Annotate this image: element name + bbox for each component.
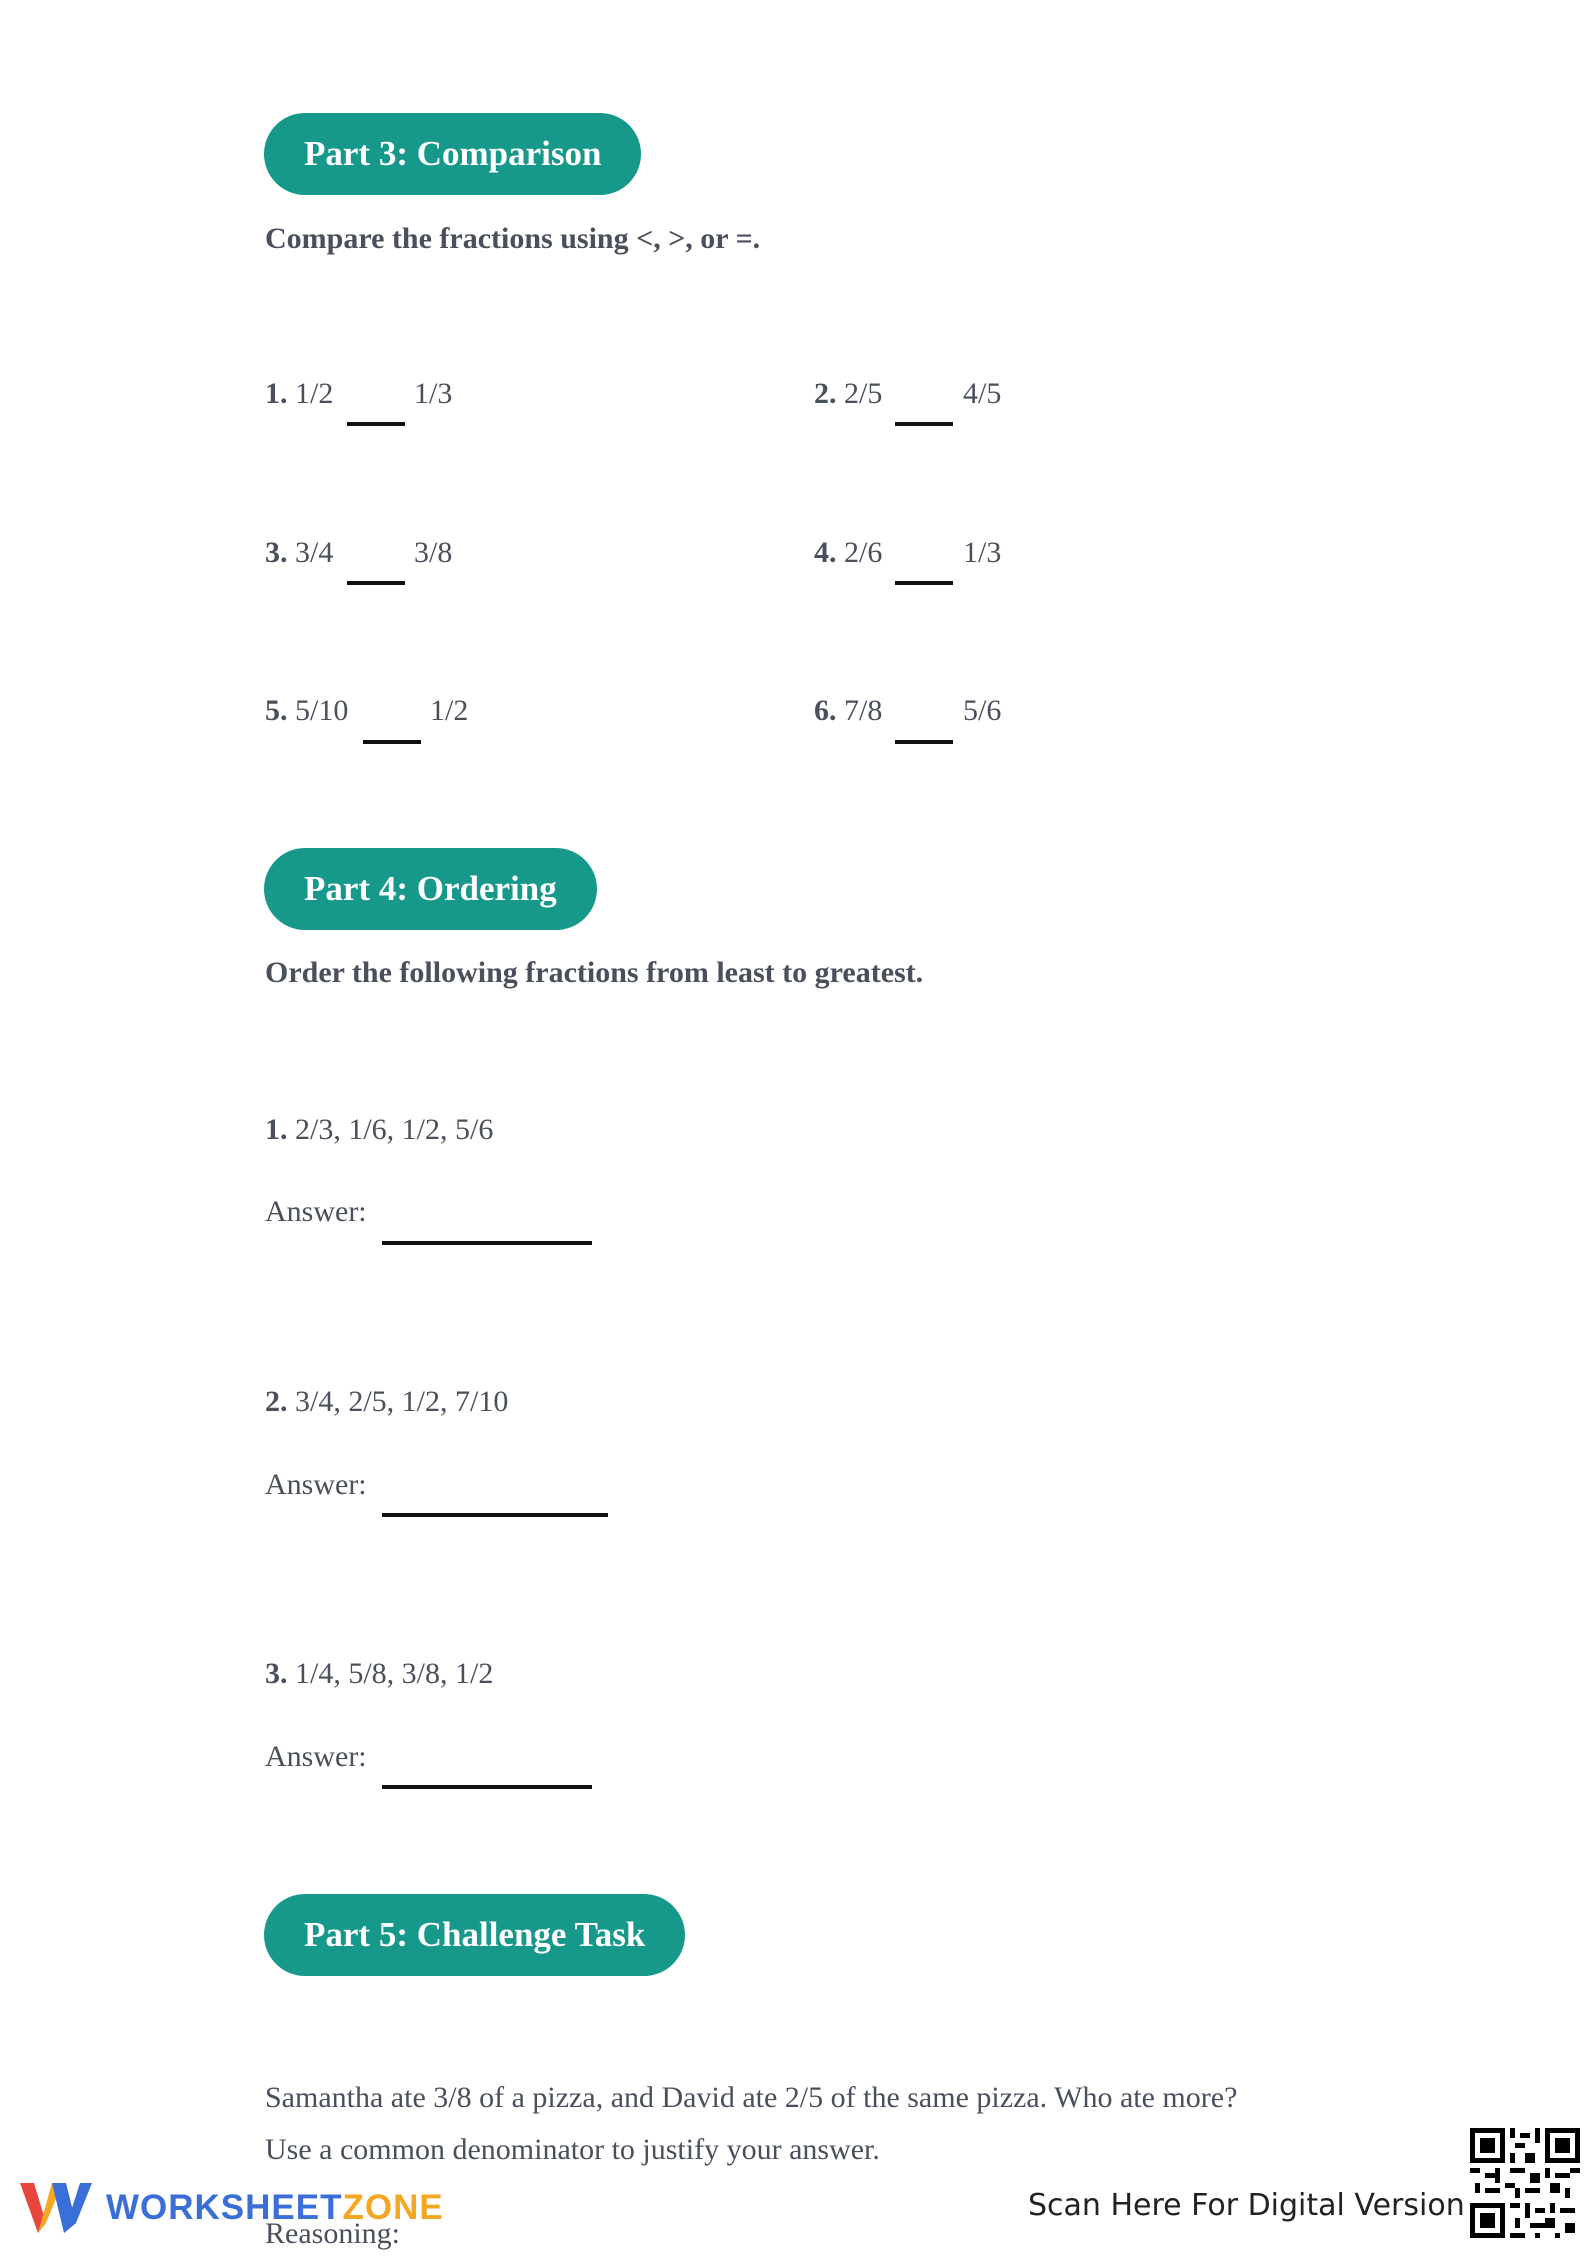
comparison-blank-2[interactable]: [895, 422, 953, 426]
reasoning-label: Reasoning:: [265, 2217, 400, 2250]
qr-code-icon[interactable]: [1470, 2128, 1580, 2238]
worksheetzone-logo: [18, 2178, 444, 2238]
left-fraction: 2/6: [844, 536, 883, 569]
item-number: 5.: [265, 694, 288, 727]
part4-header: Part 4: Ordering: [264, 848, 597, 930]
answer-blank-1[interactable]: [382, 1241, 592, 1245]
comparison-item-3: [265, 536, 333, 570]
comparison-blank-4[interactable]: [895, 581, 953, 585]
item-number: 1.: [265, 1113, 288, 1146]
answer-label-2: Answer:: [265, 1468, 367, 1501]
right-fraction-4: 1/3: [963, 536, 1002, 569]
part3-header: Part 3: Comparison: [264, 113, 641, 195]
comparison-item-1: [265, 377, 333, 411]
right-fraction-6: 5/6: [963, 694, 1002, 727]
part4-instruction: Order the following fractions from least to greatest.: [265, 956, 924, 989]
logo-text-worksheet: WORKSHEET: [106, 2188, 343, 2227]
item-number: 3.: [265, 1657, 288, 1690]
left-fraction: 3/4: [295, 536, 334, 569]
challenge-text-line1: Samantha ate 3/8 of a pizza, and David ate 2/5 of the same pizza. Who ate more?: [265, 2081, 1238, 2114]
fraction-list: 3/4, 2/5, 1/2, 7/10: [295, 1385, 509, 1418]
answer-blank-2[interactable]: [382, 1513, 608, 1517]
fraction-list: 1/4, 5/8, 3/8, 1/2: [295, 1657, 494, 1690]
right-fraction-2: 4/5: [963, 377, 1002, 410]
comparison-item-6: [814, 694, 882, 728]
item-number: 4.: [814, 536, 837, 569]
left-fraction: 5/10: [295, 694, 349, 727]
comparison-item-4: [814, 536, 882, 570]
comparison-blank-6[interactable]: [895, 740, 953, 744]
comparison-blank-1[interactable]: [347, 422, 405, 426]
part5-header: Part 5: Challenge Task: [264, 1894, 685, 1976]
logo-mark-icon: [18, 2179, 94, 2237]
item-number: 2.: [814, 377, 837, 410]
left-fraction: 1/2: [295, 377, 334, 410]
comparison-item-5: [265, 694, 348, 728]
item-number: 2.: [265, 1385, 288, 1418]
challenge-text-line2: Use a common denominator to justify your answer.: [265, 2133, 880, 2166]
comparison-blank-5[interactable]: [363, 740, 421, 744]
fraction-list: 2/3, 1/6, 1/2, 5/6: [295, 1113, 494, 1146]
comparison-blank-3[interactable]: [347, 581, 405, 585]
ordering-item-2: [265, 1385, 508, 1419]
left-fraction: 7/8: [844, 694, 883, 727]
answer-blank-3[interactable]: [382, 1785, 592, 1789]
ordering-item-3: [265, 1657, 493, 1691]
right-fraction-3: 3/8: [414, 536, 453, 569]
item-number: 6.: [814, 694, 837, 727]
answer-label-3: Answer:: [265, 1740, 367, 1773]
item-number: 3.: [265, 536, 288, 569]
left-fraction: 2/5: [844, 377, 883, 410]
scan-instruction: Scan Here For Digital Version: [1028, 2188, 1465, 2223]
ordering-item-1: [265, 1113, 493, 1147]
comparison-item-2: [814, 377, 882, 411]
part3-instruction: Compare the fractions using <, >, or =.: [265, 222, 761, 255]
logo-text-zone: ZONE: [342, 2188, 444, 2227]
right-fraction-5: 1/2: [430, 694, 469, 727]
right-fraction-1: 1/3: [414, 377, 453, 410]
item-number: 1.: [265, 377, 288, 410]
answer-label-1: Answer:: [265, 1195, 367, 1228]
